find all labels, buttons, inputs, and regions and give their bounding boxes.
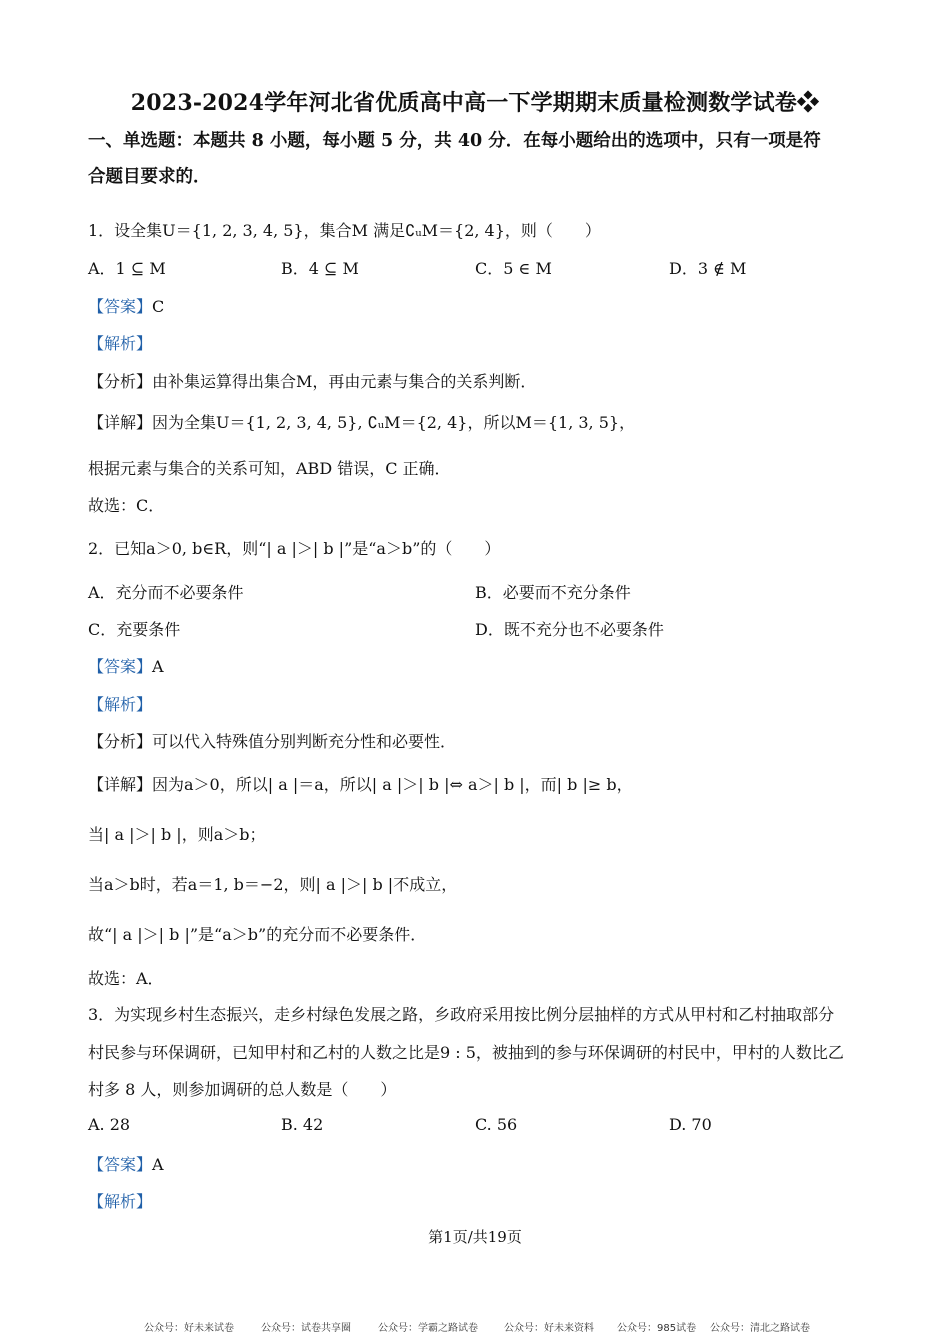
q1-detail-text: 因为全集U＝{1, 2, 3, 4, 5}, ∁ᵤM＝{2, 4}，所以M＝{1, 3, 5}， [152,413,636,432]
page-number: 第1页/共19页 [428,1228,522,1246]
detail-label: 【详解】 [88,775,153,794]
q2-case1: 当| a |＞| b |，则a＞b； [88,825,266,844]
section-heading [88,126,878,192]
q1-explain [88,331,152,354]
detail-label: 【详解】 [88,413,153,432]
q1-answer [88,294,164,317]
watermark-6: 公众号：清北之路试卷 [710,1323,810,1334]
q2-option-b: B．必要而不充分条件 [475,583,631,602]
q1-answer-value: C [152,297,165,316]
analysis-label: 【分析】 [88,732,153,751]
q2-detail-text: 因为a＞0，所以| a |＝a，所以| a |＞| b |⇔ a＞| b |，而| b |≥ b， [152,775,633,794]
q1-analysis [88,369,536,392]
q2-option-c: C．充要条件 [88,620,181,639]
watermark-2: 公众号：试卷共享圈 [261,1323,351,1334]
q2-analysis-text: 可以代入特殊值分别判断充分性和必要性． [152,732,457,751]
q1-conclusion: 根据元素与集合的关系可知，ABD 错误，C 正确． [88,459,451,478]
q2-choose: 故选：A． [88,969,164,988]
q1-option-b: B．4 ⊆ M [281,259,359,278]
answer-label: 【答案】 [88,1155,153,1174]
q1-option-a: A．1 ⊆ M [88,259,166,278]
q3-stem-line1: 3．为实现乡村生态振兴，走乡村绿色发展之路，乡政府采用按比例分层抽样的方式从甲村和乙村抽取部分 [88,1005,835,1024]
q3-stem-line3: 村多 8 人，则参加调研的总人数是（ ） [88,1080,397,1099]
q3-answer-value: A [152,1155,164,1174]
q3-option-c: C. 56 [475,1115,518,1134]
q2-detail [88,772,633,795]
q1-stem: 1．设全集U＝{1, 2, 3, 4, 5}，集合M 满足∁ᵤM＝{2, 4}，则（ ） [88,221,601,240]
explain-label: 【解析】 [88,334,153,353]
q3-explain [88,1189,152,1212]
q1-option-c: C．5 ∈ M [475,259,552,278]
answer-label: 【答案】 [88,657,153,676]
watermark-4: 公众号：好未来资料 [504,1323,594,1334]
q1-option-d: D．3 ∉ M [669,259,747,278]
q2-explain [88,692,152,715]
q2-conclusion: 故“| a |＞| b |”是“a＞b”的充分而不必要条件． [88,925,427,944]
explain-label: 【解析】 [88,695,153,714]
answer-label: 【答案】 [88,297,153,316]
watermark-1: 公众号：好未来试卷 [144,1323,234,1334]
analysis-label: 【分析】 [88,372,153,391]
section-heading-line2: 合题目要求的． [88,167,211,187]
q2-case2: 当a＞b时，若a＝1, b＝−2，则| a |＞| b |不成立， [88,875,458,894]
q2-answer [88,654,164,677]
q3-stem-line2: 村民参与环保调研，已知甲村和乙村的人数之比是9 : 5，被抽到的参与环保调研的村民中，甲村的人数比乙 [88,1043,844,1062]
q1-analysis-text: 由补集运算得出集合M，再由元素与集合的关系判断． [152,372,537,391]
watermark-5: 公众号：985试卷 [617,1323,697,1334]
section-heading-line1: 一、单选题：本题共 8 小题，每小题 5 分，共 40 分．在每小题给出的选项中，只有一项是符 [88,131,821,151]
q3-option-d: D. 70 [669,1115,712,1134]
q1-choose: 故选：C． [88,496,165,515]
q2-option-a: A．充分而不必要条件 [88,583,244,602]
q1-detail [88,410,635,433]
q2-answer-value: A [152,657,164,676]
q3-answer [88,1152,164,1175]
q3-option-a: A. 28 [88,1115,131,1134]
q2-option-d: D．既不充分也不必要条件 [475,620,664,639]
exam-title: 2023-2024学年河北省优质高中高一下学期期末质量检测数学试卷❖ [130,90,820,116]
q3-option-b: B. 42 [281,1115,324,1134]
watermark-3: 公众号：学霸之路试卷 [378,1323,478,1334]
q2-stem: 2．已知a＞0, b∈R，则“| a |＞| b |”是“a＞b”的（ ） [88,539,501,558]
q2-analysis [88,729,456,752]
explain-label: 【解析】 [88,1192,153,1211]
